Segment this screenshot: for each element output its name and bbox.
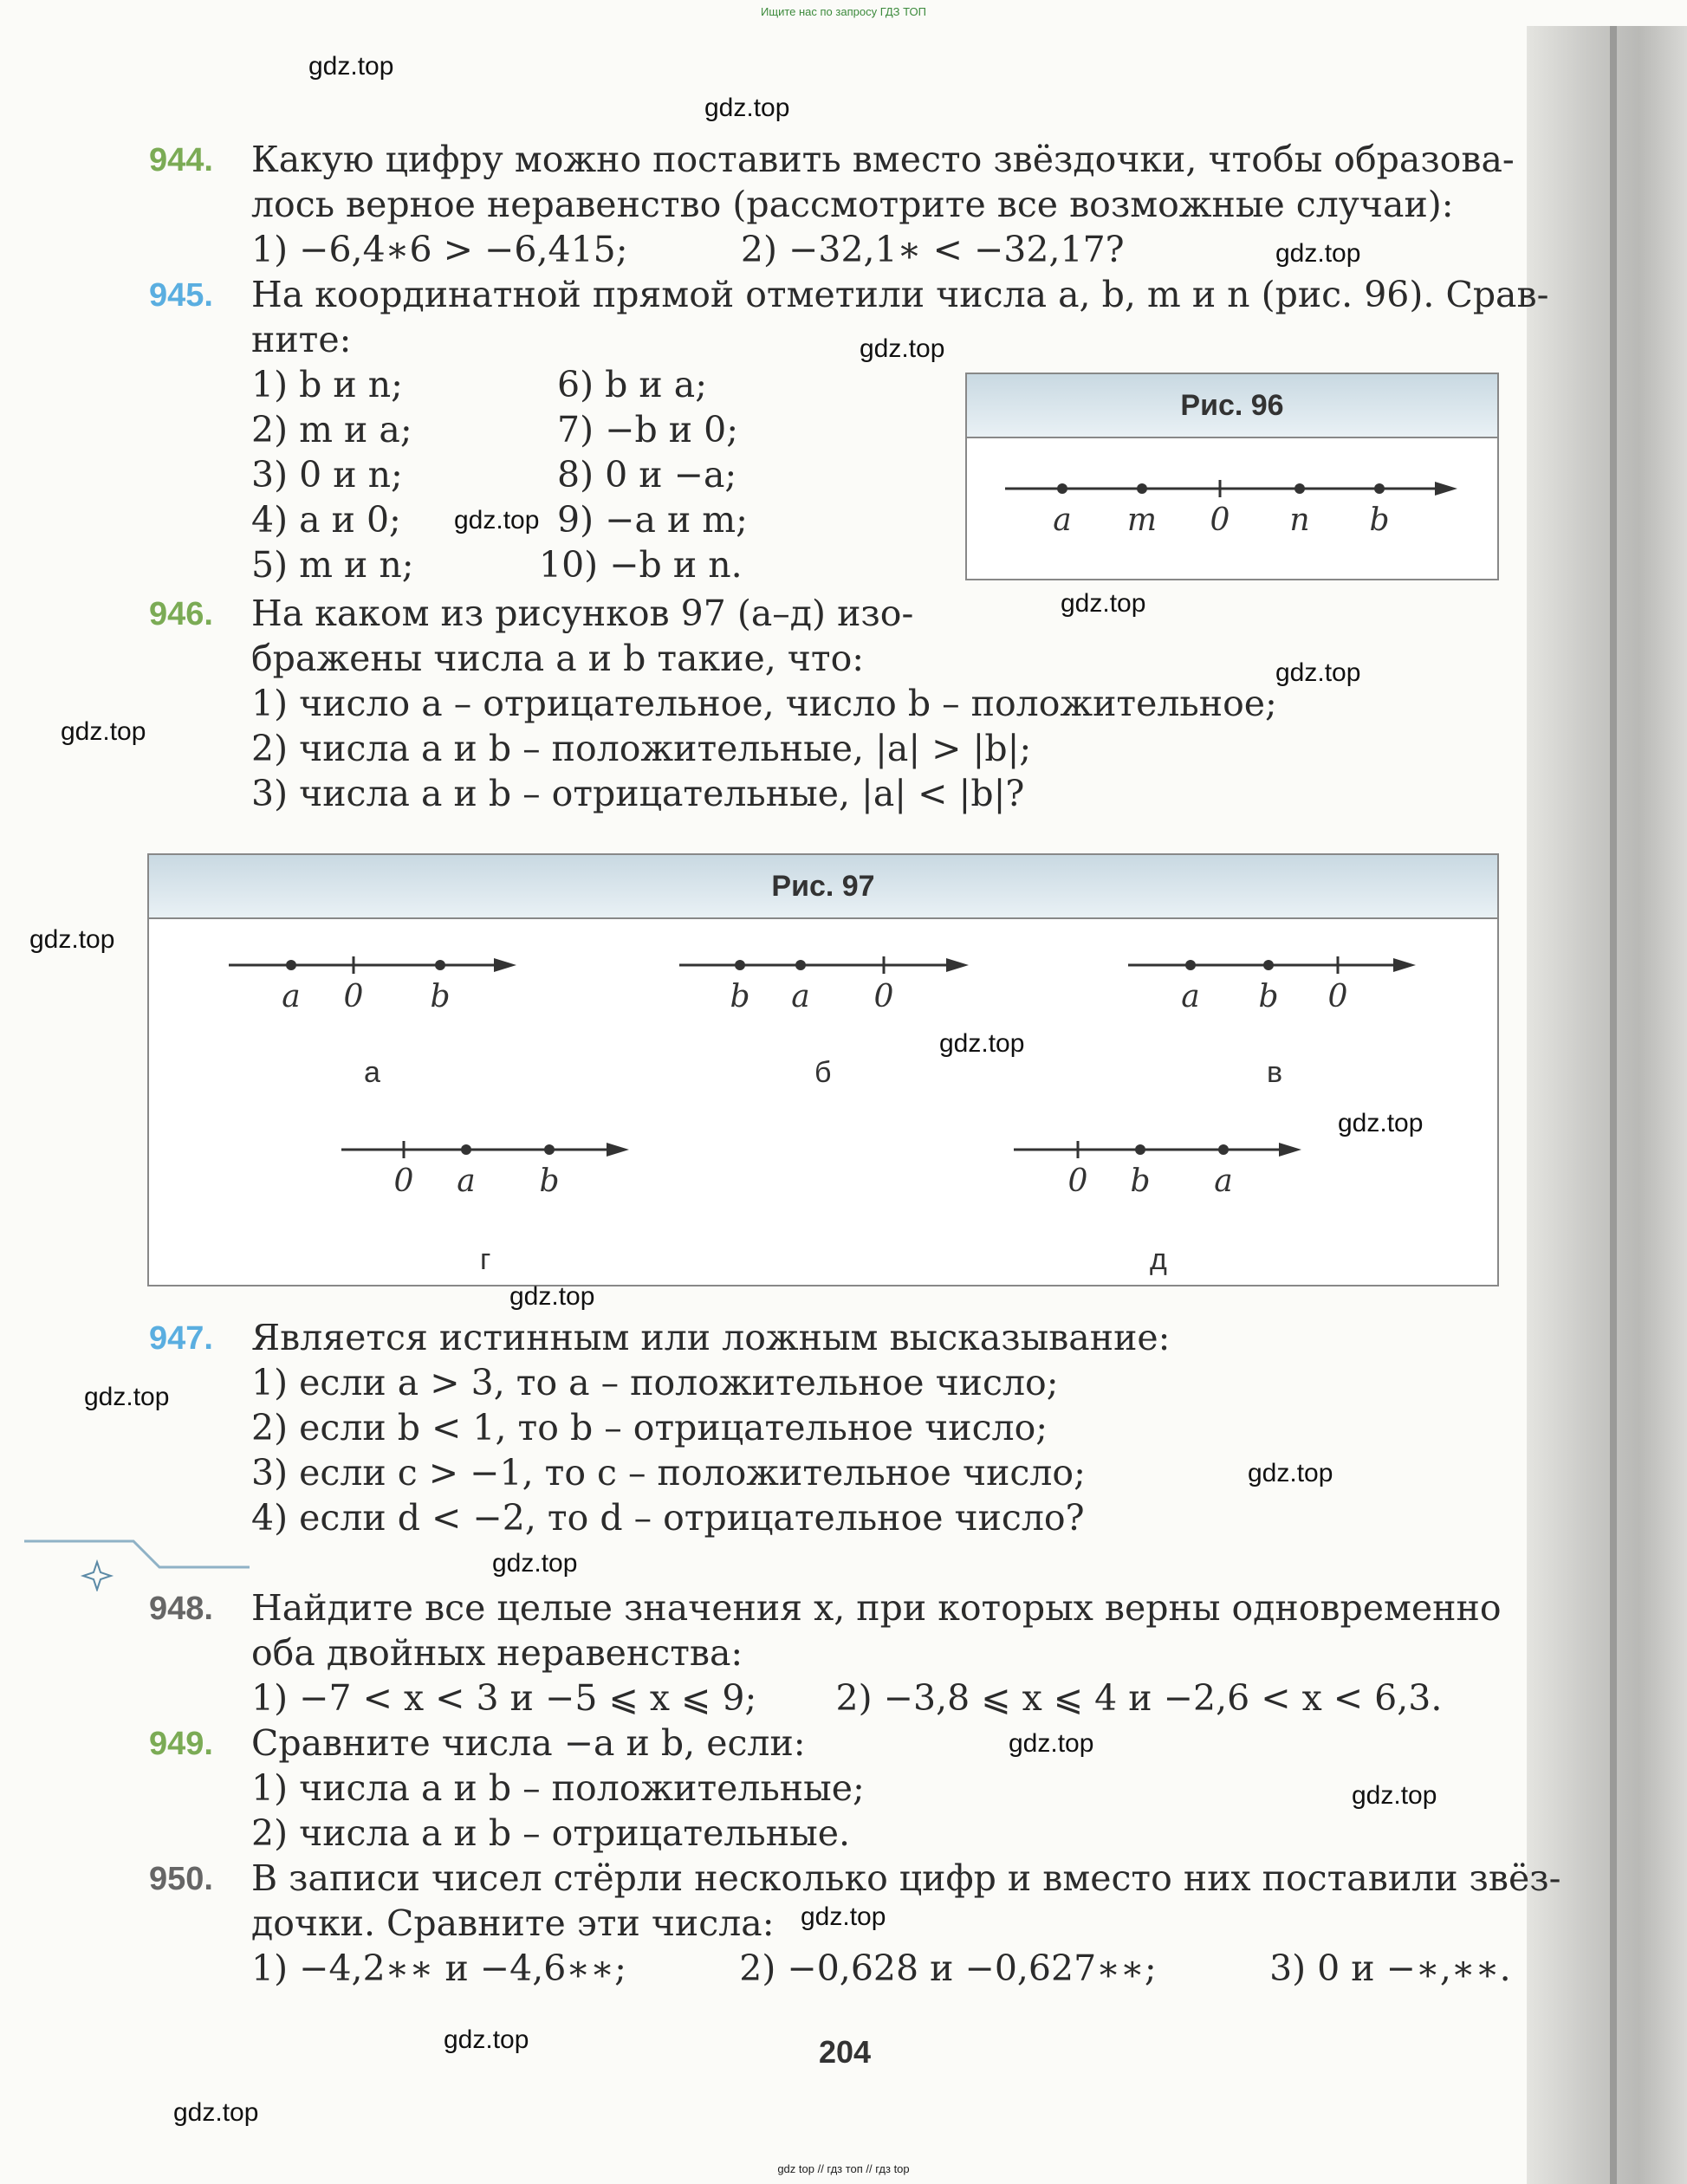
problem-944-line-1: Какую цифру можно поставить вместо звёздочки, чтобы образова- bbox=[251, 139, 1515, 180]
figure-97-panel-5-label-a: a bbox=[1214, 1163, 1233, 1199]
figure-97-panel-2-label-0: 0 bbox=[873, 979, 894, 1014]
problem-945-item-6: 6) b и a; bbox=[557, 364, 708, 405]
problem-947-line-2: 1) если a > 3, то a – положительное число; bbox=[251, 1362, 1059, 1403]
figure-96-number-line bbox=[967, 374, 1497, 579]
figure-97-panel-2-label-b: b bbox=[730, 979, 750, 1014]
problem-950-line-3: 1) −4,2∗∗ и −4,6∗∗; 2) −0,628 и −0,627∗∗; 3) 0 и −∗,∗∗. bbox=[251, 1947, 1511, 1989]
watermark: gdz.top bbox=[1352, 1781, 1437, 1810]
watermark: gdz.top bbox=[1248, 1459, 1333, 1487]
figure-96-point-a bbox=[1057, 483, 1067, 494]
figure-97-panel-4-label-b: b bbox=[539, 1163, 560, 1199]
problem-947-line-4: 3) если c > −1, то c – положительное число; bbox=[251, 1452, 1086, 1494]
problem-946-line-5: 3) числа a и b – отрицательные, |a| < |b|? bbox=[251, 773, 1025, 814]
figure-97-panel-1-label-a: a bbox=[282, 979, 301, 1014]
problem-945-item-2: 2) m и a; bbox=[251, 409, 412, 450]
figure-97-panel-5-label-b: b bbox=[1130, 1163, 1151, 1199]
figure-97-caption-a: а bbox=[364, 1056, 380, 1089]
problem-950-line-1: В записи чисел стёрли несколько цифр и вместо них поставили звёз- bbox=[251, 1857, 1561, 1899]
problem-945-item-5: 5) m и n; bbox=[251, 544, 414, 586]
watermark: gdz.top bbox=[1275, 239, 1361, 268]
watermark: gdz.top bbox=[509, 1282, 595, 1311]
problem-945-line-1: На координатной прямой отметили числа a, b, m и n (рис. 96). Срав- bbox=[251, 274, 1549, 315]
figure-97-panel-3-point-b bbox=[1263, 960, 1274, 970]
figure-97-panel-4-arrow-icon bbox=[607, 1143, 629, 1157]
watermark: gdz.top bbox=[444, 2025, 529, 2054]
problem-945-line-2: ните: bbox=[251, 319, 352, 360]
problem-946-line-4: 2) числа a и b – положительные, |a| > |b|; bbox=[251, 728, 1032, 769]
problem-950-line-2: дочки. Сравните эти числа: bbox=[251, 1902, 775, 1944]
watermark: gdz.top bbox=[84, 1383, 170, 1411]
figure-97-panel-4-label-a: a bbox=[457, 1163, 476, 1199]
top-note: Ищите нас по запросу ГДЗ ТОП bbox=[761, 5, 926, 18]
watermark: gdz.top bbox=[1009, 1729, 1094, 1758]
watermark: gdz.top bbox=[492, 1549, 578, 1578]
problem-947-line-5: 4) если d < −2, то d – отрицательное число? bbox=[251, 1497, 1085, 1539]
watermark: gdz.top bbox=[1338, 1109, 1424, 1137]
problem-945-item-10: 10) −b и n. bbox=[539, 544, 743, 586]
page-number: 204 bbox=[819, 2034, 872, 2070]
figure-96-label-0: 0 bbox=[1210, 502, 1230, 538]
figure-97-panel-5-arrow-icon bbox=[1279, 1143, 1301, 1157]
watermark: gdz.top bbox=[801, 1902, 886, 1931]
figure-96-label-b: b bbox=[1369, 502, 1390, 538]
problem-949-number: 949. bbox=[149, 1726, 213, 1762]
figure-96-point-m bbox=[1137, 483, 1147, 494]
figure-96-label-n: n bbox=[1289, 502, 1310, 538]
watermark: gdz.top bbox=[61, 717, 146, 746]
figure-97-panel-3-arrow-icon bbox=[1393, 958, 1416, 972]
watermark: gdz.top bbox=[939, 1029, 1025, 1058]
figure-97-panel-5-point-b bbox=[1135, 1144, 1145, 1155]
figure-97-title: Рис. 97 bbox=[149, 855, 1497, 919]
problem-945-item-7: 7) −b и 0; bbox=[557, 409, 739, 450]
problem-945-item-3: 3) 0 и n; bbox=[251, 454, 403, 496]
problem-945-number: 945. bbox=[149, 277, 213, 314]
watermark: gdz.top bbox=[1275, 658, 1361, 687]
problem-949-line-1: Сравните числа −a и b, если: bbox=[251, 1722, 806, 1764]
figure-97-panel-1-point-a bbox=[286, 960, 296, 970]
problem-947-line-3: 2) если b < 1, то b – отрицательное число; bbox=[251, 1407, 1048, 1448]
problem-944-line-3: 1) −6,4∗6 > −6,415; 2) −32,1∗ < −32,17? bbox=[251, 229, 1125, 270]
figure-97-panel-2-arrow-icon bbox=[946, 958, 969, 972]
watermark: gdz.top bbox=[454, 506, 540, 535]
figure-97-panel-1-point-b bbox=[435, 960, 445, 970]
watermark: gdz.top bbox=[860, 334, 945, 363]
problem-945-item-8: 8) 0 и −a; bbox=[557, 454, 737, 496]
figure-97-panel-4-point-b bbox=[544, 1144, 555, 1155]
figure-97-panel-1-label-0: 0 bbox=[343, 979, 364, 1014]
problem-947-line-1: Является истинным или ложным высказывание: bbox=[251, 1317, 1171, 1358]
figure-97-panel-2-point-b bbox=[735, 960, 745, 970]
figure-97-panel-4-point-a bbox=[461, 1144, 471, 1155]
problem-944-number: 944. bbox=[149, 142, 213, 178]
problem-944-line-2: лось верное неравенство (рассмотрите все возможные случаи): bbox=[251, 184, 1454, 225]
watermark: gdz.top bbox=[308, 52, 394, 81]
figure-96-title: Рис. 96 bbox=[967, 374, 1497, 438]
figure-97-panel-3-label-a: a bbox=[1181, 979, 1200, 1014]
problem-950-number: 950. bbox=[149, 1861, 213, 1897]
figure-97-caption-d: д bbox=[1150, 1243, 1167, 1276]
problem-945-item-9: 9) −a и m; bbox=[557, 499, 748, 541]
figure-97-panel-4-label-0: 0 bbox=[393, 1163, 414, 1199]
figure-97-panel-3-label-b: b bbox=[1258, 979, 1279, 1014]
figure-97-panel-3-point-a bbox=[1185, 960, 1196, 970]
star-icon bbox=[83, 1562, 111, 1590]
problem-945-item-4: 4) a и 0; bbox=[251, 499, 401, 541]
watermark: gdz.top bbox=[704, 94, 790, 122]
figure-96-point-b bbox=[1374, 483, 1385, 494]
page-fold-line bbox=[1610, 26, 1617, 2184]
figure-97-caption-b: б bbox=[814, 1056, 832, 1089]
figure-96 bbox=[965, 373, 1499, 580]
problem-948-line-1: Найдите все целые значения x, при которых верны одновременно bbox=[251, 1587, 1502, 1629]
watermark: gdz.top bbox=[173, 2098, 259, 2127]
figure-97-panel-1-arrow-icon bbox=[494, 958, 516, 972]
figure-97 bbox=[147, 853, 1499, 1286]
bottom-note: gdz top // гдз топ // гдз top bbox=[777, 2162, 910, 2175]
figure-97-panel-1-label-b: b bbox=[430, 979, 451, 1014]
problem-946-line-2: бражены числа a и b такие, что: bbox=[251, 638, 865, 679]
figure-96-arrow-icon bbox=[1435, 482, 1457, 496]
figure-97-panel-2-point-a bbox=[795, 960, 806, 970]
problem-949-line-2: 1) числа a и b – положительные; bbox=[251, 1767, 865, 1809]
figure-96-label-m: m bbox=[1126, 502, 1158, 538]
figure-97-panel-2-label-a: a bbox=[791, 979, 810, 1014]
problem-948-line-3: 1) −7 < x < 3 и −5 ⩽ x ⩽ 9; 2) −3,8 ⩽ x ⩽ 4 и −2,6 < x < 6,3. bbox=[251, 1677, 1443, 1719]
figure-97-caption-g: г bbox=[480, 1243, 491, 1276]
problem-946-line-3: 1) число a – отрицательное, число b – положительное; bbox=[251, 683, 1277, 724]
figure-97-caption-v: в bbox=[1267, 1056, 1283, 1089]
problem-946-line-1: На каком из рисунков 97 (а–д) изо- bbox=[251, 593, 914, 634]
problem-946-number: 946. bbox=[149, 596, 213, 632]
figure-96-label-a: a bbox=[1053, 502, 1072, 538]
figure-97-panel-3-label-0: 0 bbox=[1327, 979, 1348, 1014]
watermark: gdz.top bbox=[1061, 589, 1146, 618]
figure-96-point-n bbox=[1294, 483, 1305, 494]
problem-945-item-1: 1) b и n; bbox=[251, 364, 403, 405]
problem-948-number: 948. bbox=[149, 1591, 213, 1627]
problem-948-line-2: оба двойных неравенства: bbox=[251, 1632, 743, 1674]
watermark: gdz.top bbox=[29, 925, 115, 954]
figure-97-panel-5-label-0: 0 bbox=[1067, 1163, 1088, 1199]
figure-97-panel-5-point-a bbox=[1218, 1144, 1229, 1155]
problem-947-number: 947. bbox=[149, 1320, 213, 1357]
star-section-marker bbox=[24, 1538, 258, 1591]
problem-949-line-3: 2) числа a и b – отрицательные. bbox=[251, 1812, 850, 1854]
